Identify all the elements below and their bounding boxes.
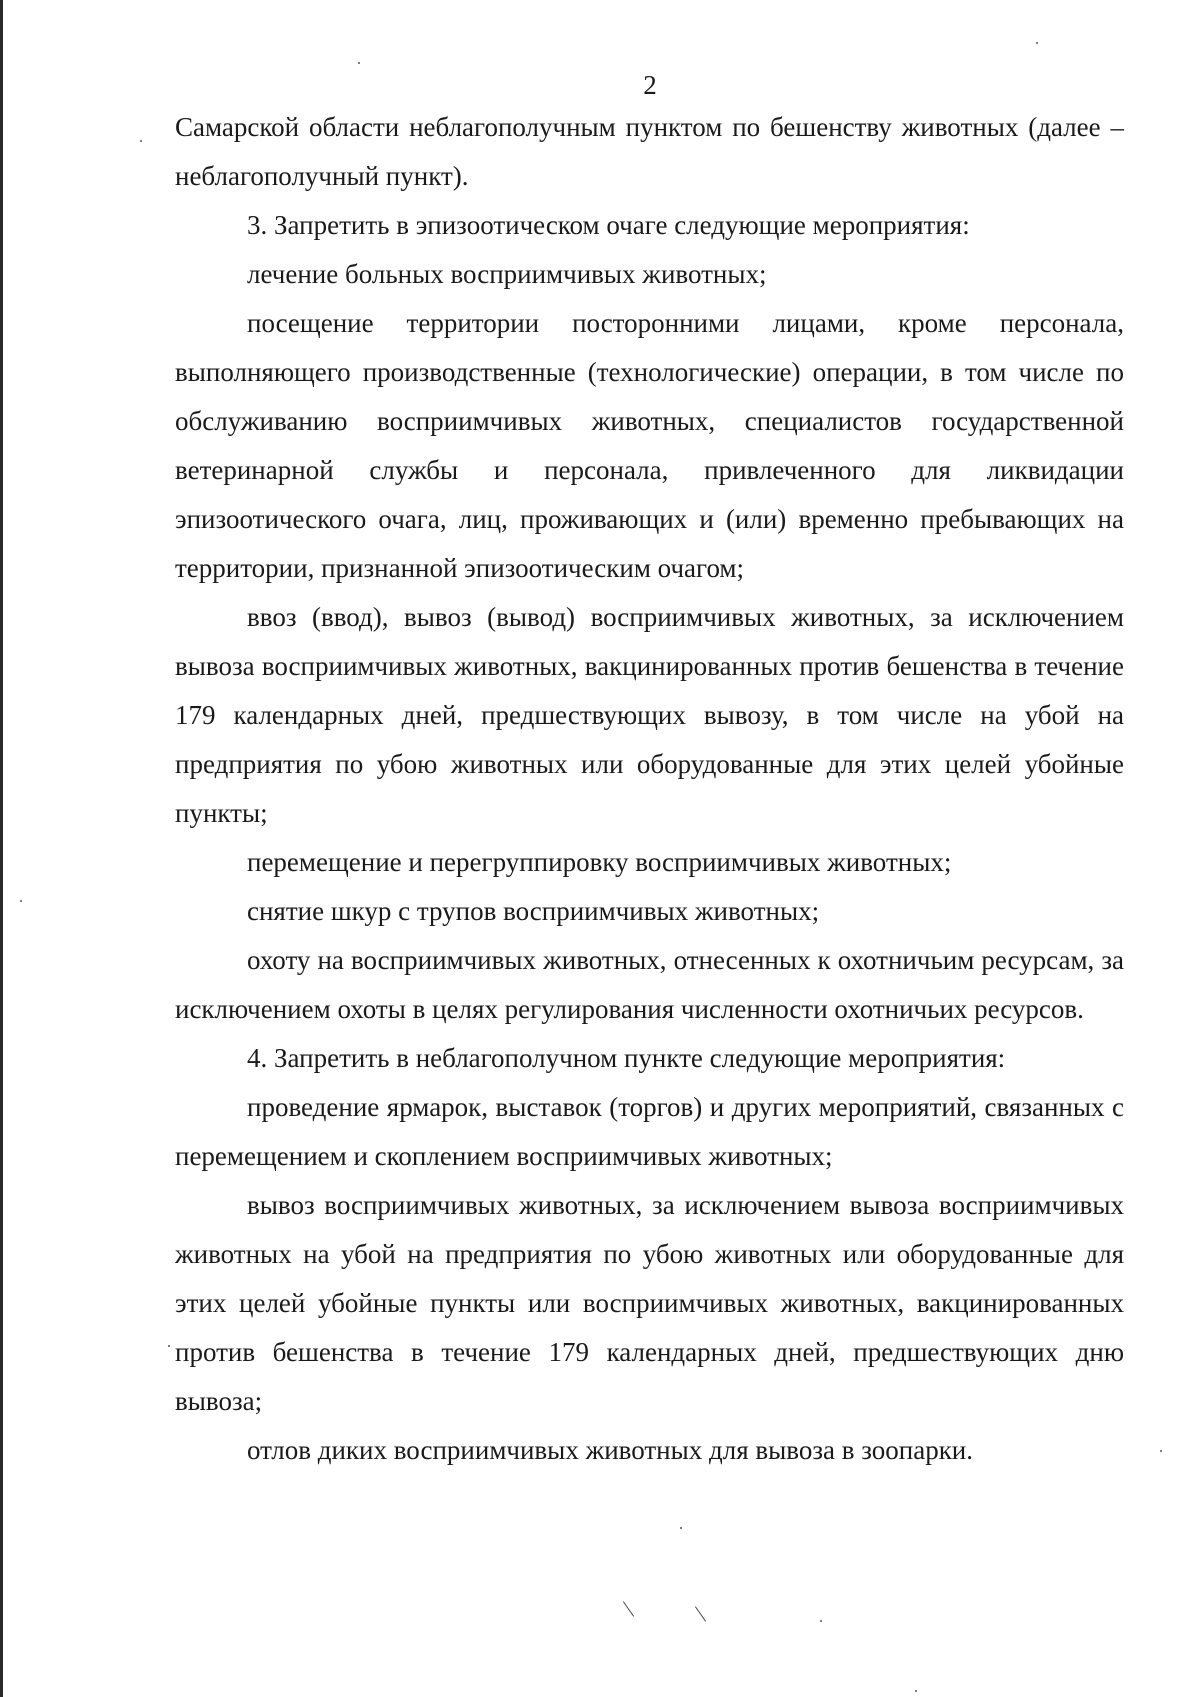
page-number: 2 — [643, 70, 657, 100]
paragraph-visiting: посещение территории посторонними лицами, кроме персонала, выполняющего производственные (технологические) операции, в том числе по обслуживанию восприимчивых животных, специалистов государственной ветеринарной службы и персонала, привлеченного для ликвидации эпизоотического очага, лиц, проживающих и (или) временно пребывающих на территории, признанной эпизоотическим очагом; — [175, 308, 1124, 583]
scan-speck — [915, 1690, 917, 1692]
paragraph-treatment: лечение больных восприимчивых животных; — [247, 259, 767, 289]
scan-speck — [140, 140, 142, 142]
scan-stroke — [695, 1606, 706, 1621]
document-body — [175, 103, 1124, 1475]
scan-speck — [358, 62, 360, 64]
paragraph-import-export: ввоз (ввод), вывоз (вывод) восприимчивых животных, за исключением вывоза восприимчивых животных, вакцинированных против бешенства в течение 179 календарных дней, предшествующих вывозу, в том числе на убой на предприятия по убою животных или оборудованные для этих целей убойные пункты; — [175, 602, 1124, 828]
paragraph-trapping: отлов диких восприимчивых животных для вывоза в зоопарки. — [247, 1435, 974, 1465]
paragraph-item-3-heading: 3. Запретить в эпизоотическом очаге следующие мероприятия: — [247, 210, 970, 240]
paragraph-item-4-heading: 4. Запретить в неблагополучном пункте следующие мероприятия: — [247, 1043, 1006, 1073]
scan-stroke — [623, 1601, 634, 1616]
scan-speck — [168, 1345, 170, 1347]
paragraph-fairs: проведение ярмарок, выставок (торгов) и других мероприятий, связанных с перемещением и скоплением восприимчивых животных; — [175, 1092, 1124, 1171]
scan-speck — [680, 1527, 682, 1529]
paragraph-continuation: Самарской области неблагополучным пунктом по бешенству животных (далее – неблагополучный пункт). — [175, 112, 1124, 191]
scan-speck — [1036, 42, 1038, 44]
scan-speck — [1160, 1450, 1162, 1452]
paragraph-skinning: снятие шкур с трупов восприимчивых животных; — [247, 896, 820, 926]
scan-speck — [820, 1620, 822, 1622]
paragraph-hunting: охоту на восприимчивых животных, отнесенных к охотничьим ресурсам, за исключением охоты в целях регулирования численности охотничьих ресурсов. — [175, 945, 1124, 1024]
paragraph-regrouping: перемещение и перегруппировку восприимчивых животных; — [247, 847, 952, 877]
paragraph-export: вывоз восприимчивых животных, за исключением вывоза восприимчивых животных на убой на предприятия по убою животных или оборудованные для этих целей убойные пункты или восприимчивых животных, вакцинированных против бешенства в течение 179 календарных дней, предшествующих дню вывоза; — [175, 1190, 1124, 1416]
scan-speck — [20, 900, 22, 902]
scan-left-edge — [0, 0, 3, 1697]
